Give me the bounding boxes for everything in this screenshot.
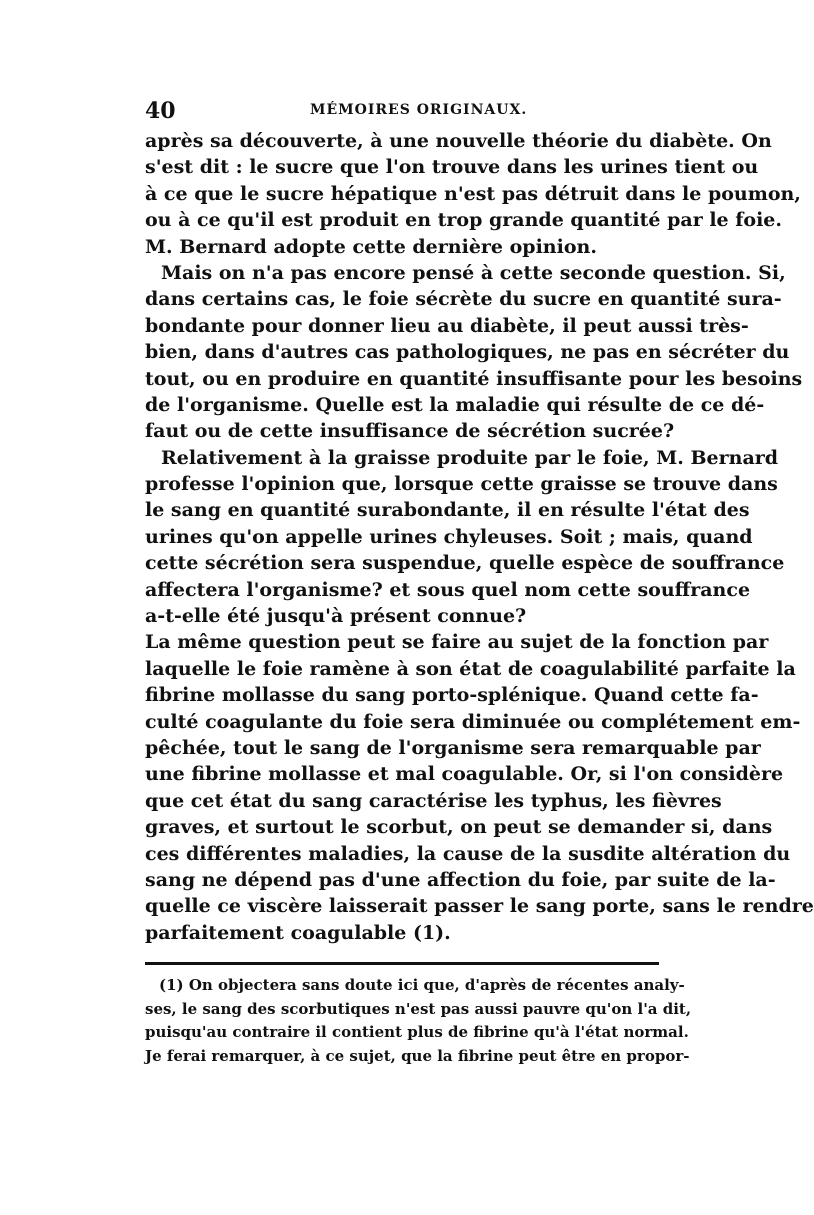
footnote-line: Je ferai remarquer, à ce sujet, que la fibrine peut être en propor- — [145, 1046, 690, 1065]
text-line: bondante pour donner lieu au diabète, il peut aussi très- — [145, 314, 749, 337]
footnote-line: (1) On objectera sans doute ici que, d'après de récentes analy- — [159, 976, 685, 994]
text-line: pêchée, tout le sang de l'organisme sera remarquable par — [145, 736, 761, 759]
text-line: cette sécrétion sera suspendue, quelle espèce de souffrance — [145, 552, 785, 575]
text-line: laquelle le foie ramène à son état de coagulabilité parfaite la — [145, 657, 796, 680]
text-line: faut ou de cette insuffisance de sécrétion sucrée? — [145, 420, 675, 443]
text-line: tout, ou en produire en quantité insuffisante pour les besoins — [145, 367, 803, 390]
text-line: La même question peut se faire au sujet de la fonction par — [145, 631, 769, 654]
text-line: de l'organisme. Quelle est la maladie qui résulte de ce dé- — [145, 393, 765, 416]
text-line: graves, et surtout le scorbut, on peut se demander si, dans — [145, 816, 773, 839]
text-line: ces différentes maladies, la cause de la susdite altération du — [145, 842, 791, 865]
text-line: affectera l'organisme? et sous quel nom cette souffrance — [145, 578, 751, 601]
text-line: à ce que le sucre hépatique n'est pas détruit dans le poumon, — [145, 182, 801, 205]
text-line: quelle ce viscère laisserait passer le sang porte, sans le rendre — [145, 895, 814, 918]
footnote-line: puisqu'au contraire il contient plus de fibrine qu'à l'état normal. — [145, 1023, 689, 1041]
text-line: M. Bernard adopte cette dernière opinion. — [145, 235, 597, 258]
text-line: Relativement à la graisse produite par le foie, M. Bernard — [161, 446, 779, 469]
text-line: dans certains cas, le foie sécrète du sucre en quantité sura- — [145, 288, 782, 311]
text-line: urines qu'on appelle urines chyleuses. Soit ; mais, quand — [145, 525, 753, 548]
text-line: a-t-elle été jusqu'à présent connue? — [145, 605, 527, 628]
text-line: ou à ce qu'il est produit en trop grande quantité par le foie. — [145, 209, 783, 232]
text-line: professe l'opinion que, lorsque cette graisse se trouve dans — [145, 473, 778, 496]
page-header — [145, 98, 665, 128]
text-line: culté coagulante du foie sera diminuée ou complétement em- — [145, 710, 801, 733]
footnotes — [145, 974, 692, 1068]
text-line: Mais on n'a pas encore pensé à cette seconde question. Si, — [161, 261, 786, 284]
text-line: parfaitement coagulable (1). — [145, 921, 451, 944]
body-text — [145, 128, 814, 946]
text-line: que cet état du sang caractérise les typhus, les fièvres — [145, 789, 722, 812]
text-line: sang ne dépend pas d'une affection du foie, par suite de la- — [145, 868, 776, 891]
footnote-divider — [145, 962, 659, 965]
text-line: fibrine mollasse du sang porto-splénique. Quand cette fa- — [145, 684, 759, 707]
text-line: après sa découverte, à une nouvelle théorie du diabète. On — [145, 130, 772, 152]
text-line: bien, dans d'autres cas pathologiques, ne pas en sécréter du — [145, 341, 790, 364]
text-line: le sang en quantité surabondante, il en résulte l'état des — [145, 499, 750, 522]
running-title: MÉMOIRES ORIGINAUX. — [310, 102, 528, 118]
footnote-line: ses, le sang des scorbutiques n'est pas aussi pauvre qu'on l'a dit, — [145, 999, 692, 1018]
page-number: 40 — [145, 98, 176, 124]
text-line: une fibrine mollasse et mal coagulable. Or, si l'on considère — [145, 763, 784, 786]
text-line: s'est dit : le sucre que l'on trouve dans les urines tient ou — [145, 156, 759, 179]
